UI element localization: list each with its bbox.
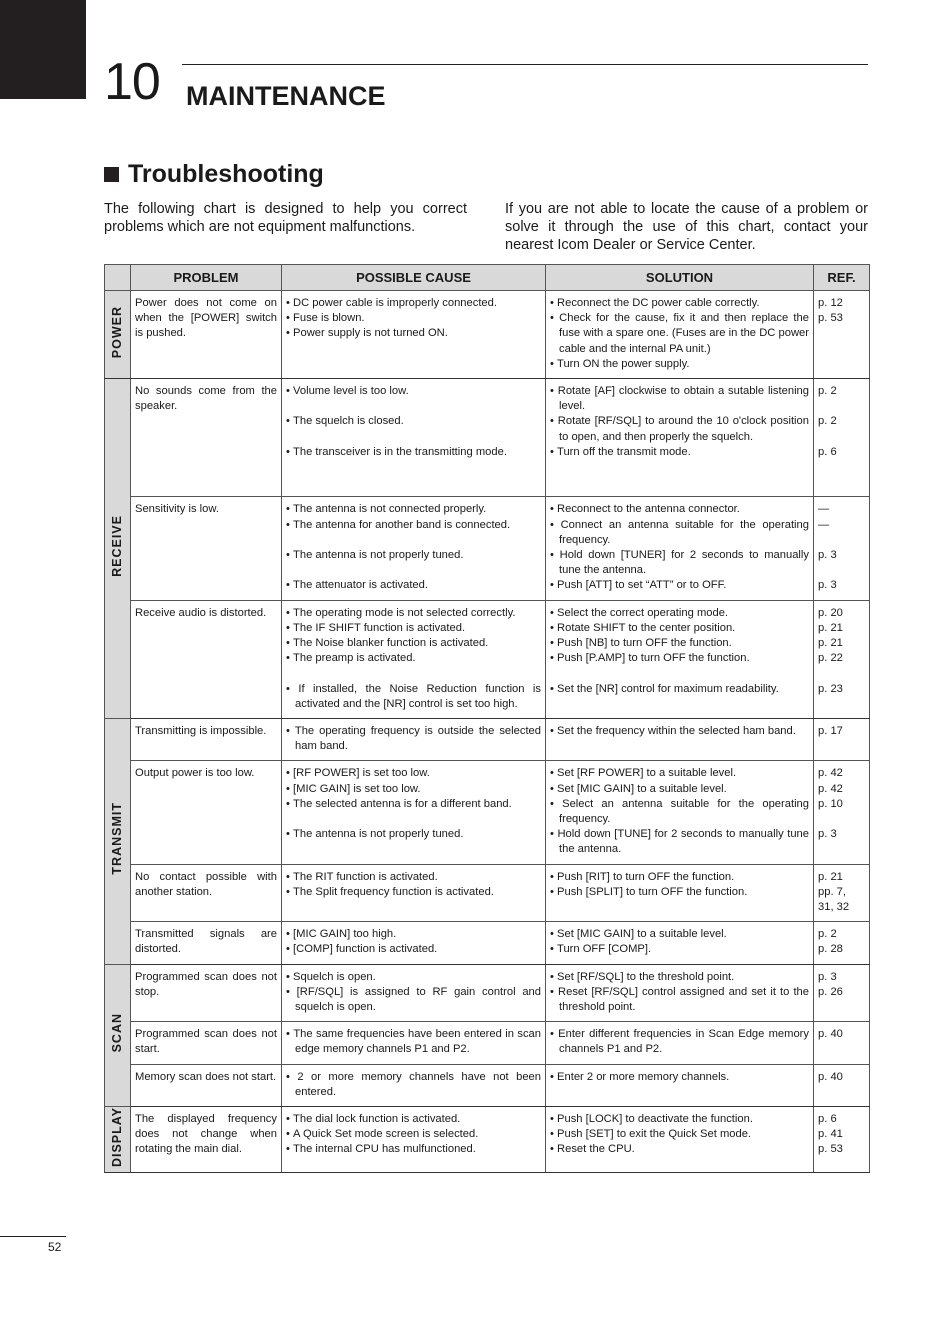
cause-cell [282,719,546,761]
problem-cell: Transmitted signals are distorted. [131,922,282,964]
section-title: Troubleshooting [128,160,324,188]
cause-item: • The squelch is closed. [286,414,541,429]
solution-item: • Turn off the transmit mode. [550,445,809,460]
cause-item: • Power supply is not turned ON. [286,326,541,341]
solution-item: • Connect an antenna suitable for the operating frequency. [550,518,809,548]
solution-item: • Select an antenna suitable for the operating frequency. [550,797,809,827]
problem-cell: Transmitting is impossible. [131,719,282,761]
ref-value: p. 3 [818,548,837,561]
cause-item: • The antenna for another band is connected. [286,518,541,533]
table-row [105,1022,870,1064]
ref-value: p. 6 [818,1113,837,1126]
table-row [105,922,870,964]
footer-rule [0,1236,66,1237]
ref-value: p. 28 [818,943,843,956]
ref-value: p. 53 [818,312,843,325]
solution-cell [546,864,814,922]
ref-value: p. 41 [818,1128,843,1141]
ref-cell [814,761,870,864]
category-scan [105,964,131,1106]
cause-cell [282,1022,546,1064]
ref-cell [814,379,870,497]
ref-value: p. 40 [818,1028,843,1041]
solution-item: • Reset [RF/SQL] control assigned and set it to the threshold point. [550,985,809,1015]
ref-value: p. 23 [818,682,843,695]
cause-item: • DC power cable is improperly connected. [286,296,541,311]
solution-cell [546,600,814,718]
header-solution: SOLUTION [546,265,814,291]
ref-value: p. 42 [818,782,843,795]
cause-cell [282,600,546,718]
solution-cell [546,719,814,761]
solution-item: • Check for the cause, fix it and then replace the fuse with a spare one. (Fuses are in the DC power cable and the internal PA unit.) [550,311,809,357]
ref-value: p. 21 [818,621,843,634]
solution-cell [546,1022,814,1064]
ref-value: p. 40 [818,1070,843,1083]
ref-cell [814,1022,870,1064]
ref-value: — [818,503,830,516]
solution-item: • Reconnect the DC power cable correctly. [550,296,809,311]
ref-value: p. 53 [818,1143,843,1156]
category-label: POWER [109,305,124,359]
problem-cell: Memory scan does not start. [131,1064,282,1106]
problem-cell: The displayed frequency does not change when rotating the main dial. [131,1107,282,1173]
ref-cell [814,497,870,600]
ref-value: p. 3 [818,828,837,841]
ref-value: p. 3 [818,579,837,592]
cause-cell [282,864,546,922]
cause-item: • [COMP] function is activated. [286,942,541,957]
solution-item: • Push [SPLIT] to turn OFF the function. [550,885,809,900]
table-row [105,497,870,600]
solution-item: • Set [MIC GAIN] to a suitable level. [550,782,809,797]
solution-item: • Reconnect to the antenna connector. [550,502,809,517]
solution-item: • Enter 2 or more memory channels. [550,1070,809,1085]
problem-cell: Programmed scan does not stop. [131,964,282,1022]
solution-cell [546,922,814,964]
cause-item: • Squelch is open. [286,970,541,985]
ref-value: p. 20 [818,606,843,619]
table-row [105,964,870,1022]
solution-item: • Hold down [TUNER] for 2 seconds to manually tune the antenna. [550,548,809,578]
solution-item: • Set [RF POWER] to a suitable level. [550,766,809,781]
solution-item: • Set the frequency within the selected ham band. [550,724,809,739]
chapter-tab-marker [0,0,86,99]
ref-cell [814,922,870,964]
cause-cell [282,1064,546,1106]
cause-item: • The antenna is not properly tuned. [286,827,541,842]
ref-value: p. 17 [818,725,843,737]
ref-cell [814,964,870,1022]
ref-cell [814,1107,870,1173]
solution-item: • Push [NB] to turn OFF the function. [550,636,809,651]
solution-cell [546,497,814,600]
category-receive [105,379,131,719]
cause-item: • The same frequencies have been entered in scan edge memory channels P1 and P2. [286,1027,541,1057]
solution-item: • Rotate [AF] clockwise to obtain a sutable listening level. [550,384,809,414]
ref-value: pp. 7, [818,885,846,898]
ref-cell [814,600,870,718]
chapter-number: 10 [104,53,160,111]
solution-item: • Turn ON the power supply. [550,357,809,372]
cause-item: • The preamp is activated. [286,651,541,666]
category-label: RECEIVE [109,514,124,577]
cause-item: • If installed, the Noise Reduction function is activated and the [NR] control is set too high. [286,682,541,712]
solution-item: • Push [P.AMP] to turn OFF the function. [550,651,809,666]
cause-item: • The Noise blanker function is activated. [286,636,541,651]
cause-item: • The operating frequency is outside the selected ham band. [286,724,541,754]
cause-item: • [RF/SQL] is assigned to RF gain control and squelch is open. [286,985,541,1015]
problem-cell: No contact possible with another station. [131,864,282,922]
solution-item: • Push [ATT] to set “ATT” or to OFF. [550,578,809,593]
cause-item: • The transceiver is in the transmitting mode. [286,445,541,460]
ref-value: p. 21 [818,870,843,883]
ref-cell [814,719,870,761]
problem-cell: No sounds come from the speaker. [131,379,282,497]
solution-item: • Set [RF/SQL] to the threshold point. [550,970,809,985]
problem-cell: Receive audio is distorted. [131,600,282,718]
solution-item: • Push [RIT] to turn OFF the function. [550,870,809,885]
cause-item: • 2 or more memory channels have not been entered. [286,1070,541,1100]
ref-value: p. 42 [818,767,843,780]
solution-item: • Select the correct operating mode. [550,606,809,621]
header-problem: PROBLEM [131,265,282,291]
cause-cell [282,291,546,379]
cause-item: • The internal CPU has mulfunctioned. [286,1142,541,1157]
solution-cell [546,1064,814,1106]
table-row [105,379,870,497]
cause-cell [282,964,546,1022]
cause-item: • The IF SHIFT function is activated. [286,621,541,636]
problem-cell: Sensitivity is low. [131,497,282,600]
ref-value: p. 26 [818,985,843,998]
table-row [105,600,870,718]
cause-item: • The attenuator is activated. [286,578,541,593]
table-row [105,719,870,761]
ref-cell [814,864,870,922]
cause-cell [282,1107,546,1173]
ref-value: p. 2 [818,928,837,941]
ref-value: 31, 32 [818,901,850,914]
ref-value: p. 2 [818,415,837,428]
cause-item: • Volume level is too low. [286,384,541,399]
solution-cell [546,379,814,497]
cause-item: • The Split frequency function is activated. [286,885,541,900]
cause-item: • [MIC GAIN] is set too low. [286,782,541,797]
category-power [105,291,131,379]
cause-item: • Fuse is blown. [286,311,541,326]
section-heading [104,158,324,190]
table-header-row [105,265,870,291]
cause-cell [282,497,546,600]
table-row [105,1064,870,1106]
ref-value: p. 6 [818,445,837,458]
solution-cell [546,964,814,1022]
cause-item: • The dial lock function is activated. [286,1112,541,1127]
problem-cell: Programmed scan does not start. [131,1022,282,1064]
chapter-rule [182,64,868,65]
solution-cell [546,291,814,379]
solution-item: • Rotate [RF/SQL] to around the 10 o'clock position to open, and then properly the squelch. [550,414,809,444]
cause-item: • [MIC GAIN] too high. [286,927,541,942]
category-label: TRANSMIT [109,802,124,875]
solution-item: • Rotate SHIFT to the center position. [550,621,809,636]
cause-item: • The operating mode is not selected correctly. [286,606,541,621]
cause-cell [282,922,546,964]
problem-cell: Power does not come on when the [POWER] switch is pushed. [131,291,282,379]
category-display [105,1107,131,1173]
cause-cell [282,379,546,497]
solution-cell [546,761,814,864]
ref-cell [814,291,870,379]
solution-cell [546,1107,814,1173]
ref-value: p. 3 [818,970,837,983]
intro-left-paragraph: The following chart is designed to help you correct problems which are not equipment malfunctions. [104,201,467,235]
ref-value: p. 10 [818,797,843,810]
table-row [105,864,870,922]
solution-item: • Hold down [TUNE] for 2 seconds to manually tune the antenna. [550,827,809,857]
ref-value: p. 21 [818,637,843,649]
problem-cell: Output power is too low. [131,761,282,864]
header-ref: REF. [814,265,870,291]
solution-item: • Set [MIC GAIN] to a suitable level. [550,927,809,942]
chapter-title: MAINTENANCE [186,81,386,111]
ref-cell [814,1064,870,1106]
intro-right-paragraph: If you are not able to locate the cause of a problem or solve it through the use of this chart, contact your nearest Icom Dealer or Service Center. [505,201,868,253]
cause-item: • The antenna is not properly tuned. [286,548,541,563]
ref-value: p. 2 [818,385,837,398]
category-label: DISPLAY [109,1107,124,1168]
cause-cell [282,761,546,864]
category-label: SCAN [109,1013,124,1053]
header-cause: POSSIBLE CAUSE [282,265,546,291]
solution-item: • Enter different frequencies in Scan Edge memory channels P1 and P2. [550,1027,809,1057]
table-row [105,291,870,379]
cause-item: • The RIT function is activated. [286,870,541,885]
table-row [105,1107,870,1173]
ref-value: p. 12 [818,297,843,309]
ref-value: — [818,518,830,531]
cause-item: • [RF POWER] is set too low. [286,766,541,781]
solution-item: • Push [SET] to exit the Quick Set mode. [550,1127,809,1142]
cause-item: • The antenna is not connected properly. [286,502,541,517]
cause-item: • The selected antenna is for a different band. [286,797,541,812]
header-category [105,265,131,291]
solution-item: • Push [LOCK] to deactivate the function. [550,1112,809,1127]
square-bullet-icon [104,167,119,182]
solution-item: • Reset the CPU. [550,1142,809,1157]
troubleshooting-table [104,264,870,1173]
solution-item: • Turn OFF [COMP]. [550,942,809,957]
cause-item: • A Quick Set mode screen is selected. [286,1127,541,1142]
category-transmit [105,719,131,965]
table-row [105,761,870,864]
page-number: 52 [48,1240,62,1254]
ref-value: p. 22 [818,652,843,665]
solution-item: • Set the [NR] control for maximum readability. [550,682,809,697]
